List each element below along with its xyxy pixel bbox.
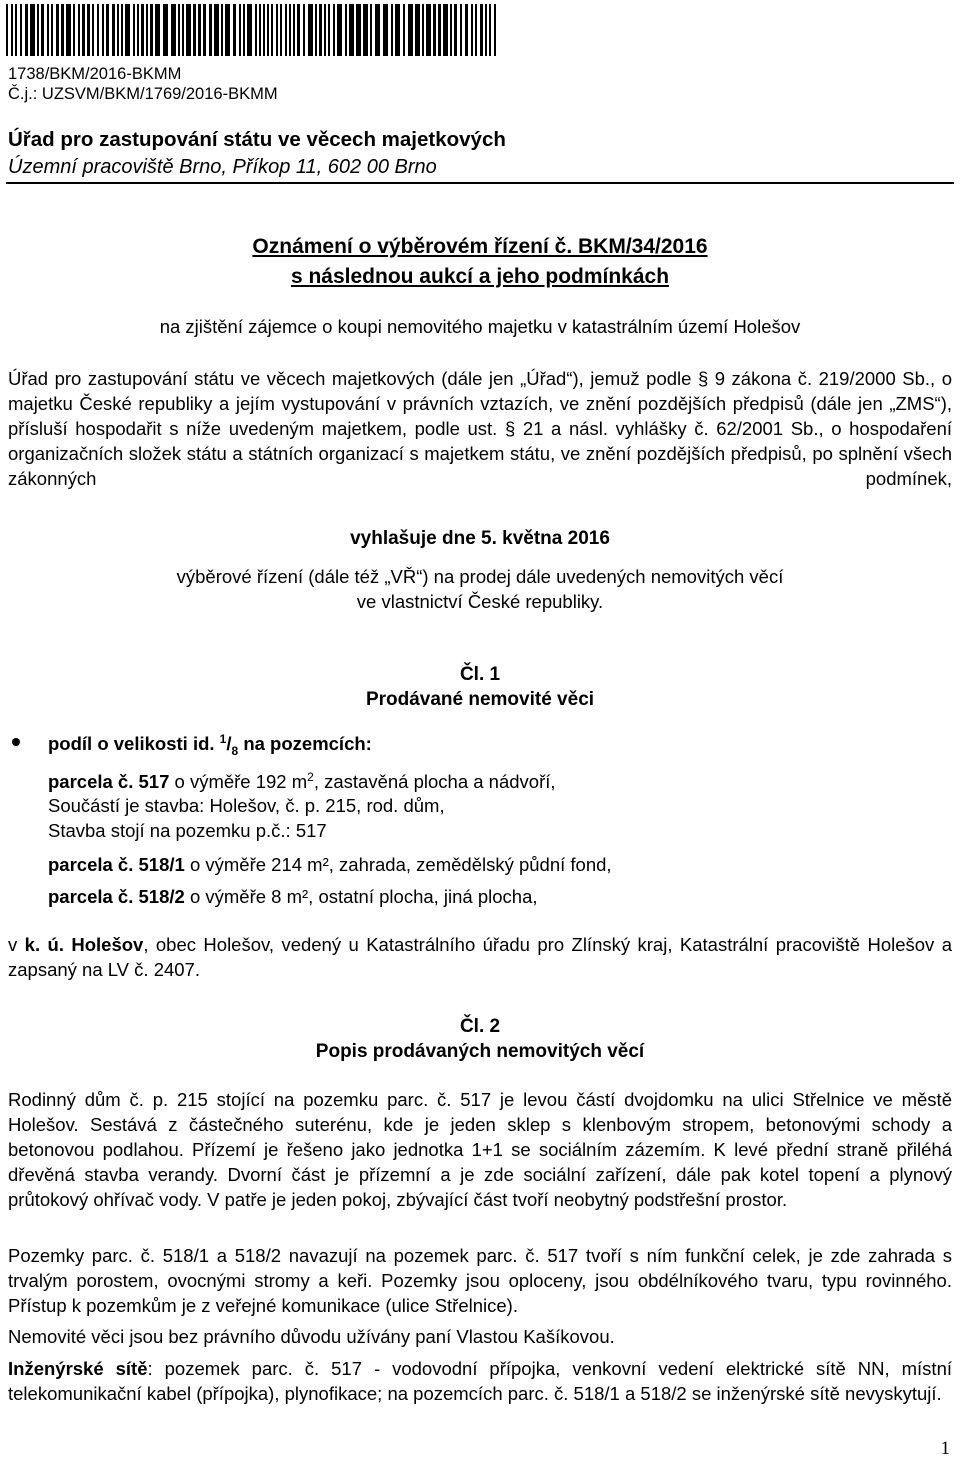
utilities-paragraph: Inženýrské sítě: pozemek parc. č. 517 - vodovodní přípojka, venkovní vedení elektrické sítě NN, místní telekomunikační kabel (přípojka), plynofikace; na pozemcích parc. č. 518/1 a 518/2 se inženýrské sítě nevyskytují. [8, 1358, 952, 1404]
reference-number: 1738/BKM/2016-BKMM [8, 65, 182, 83]
parcel-518-1: parcela č. 518/1 o výměře 214 m², zahrada, zemědělský půdní fond, [48, 854, 612, 875]
office-address: Územní pracoviště Brno, Příkop 11, 602 00 Brno [8, 156, 437, 178]
description-paragraph-2: Pozemky parc. č. 518/1 a 518/2 navazují na pozemek parc. č. 517 tvoří s ním funkční celek, je zde zahrada s trvalým porostem, ovocnými stromy a keři. Pozemky jsou oploceny, jsou obdélníkového tvaru, typu rovinného. Přístup k pozemkům je z veřejné komunikace (ulice Střelnice). [8, 1245, 952, 1316]
parcel-517-location: Stavba stojí na pozemku p.č.: 517 [48, 820, 327, 841]
parcel-517-building: Součástí je stavba: Holešov, č. p. 215, rod. dům, [48, 795, 445, 816]
intro-paragraph [8, 366, 952, 491]
description-paragraph-3: Nemovité věci jsou bez právního důvodu užívány paní Vlastou Kašíkovou. [8, 1326, 615, 1347]
tender-line-2: ve vlastnictví České republiky. [356, 591, 604, 612]
intro-part-3: , o hospodaření organizačních složek státu a státních organizací s majetkem státu, ve znění pozdějších předpisů, po splnění všech zákonných podmínek, [8, 418, 952, 489]
parcel-517: parcela č. 517 o výměře 192 $m^2$, zastavěná plocha a nádvoří, [48, 770, 556, 793]
intro-part-1: Úřad pro zastupování státu ve věcech majetkových (dále jen „Úřad“), jemuž podle § 9 zákona č. 219/2000 Sb. [8, 368, 931, 389]
cadastre-paragraph: v k. ú. Holešov, obec Holešov, vedený u Katastrálního úřadu pro Zlínský kraj, Katastrální pracoviště Holešov a zapsaný na LV č. 2407. [8, 934, 953, 980]
description-paragraph-1: Rodinný dům č. p. 215 stojící na pozemku parc. č. 517 je levou částí dvojdomku na ulici Střelnice ve městě Holešov. Sestává z částečného suterénu, kde je jeden sklep s klenbovým stropem, betonovými schody a betonovou podlahou. Přízemí je řešeno jako jednotka 1+1 se sociálním zázemím. K levé přední straně přiléhá dřevěná stavba verandy. Dvorní část je přízemní a je zde sociální zařízení, dále pak kotel topení a plynový průtokový ohřívač vody. V patře je jeden pokoj, zbývající část tvoří neobytný podstřešní prostor. [8, 1089, 952, 1210]
intro-part-2: , o majetku České republiky a jejím vystupování v právních vztazích, ve znění pozdějších předpisů (dále jen „ZMS“), přísluší hospodařit s níže uvedeným majetkem, podle ust. § 21 a násl. vyhlášky č. 62/2001 Sb. [8, 368, 952, 439]
parcel-518-2: parcela č. 518/2 o výměře 8 m², ostatní plocha, jiná plocha, [48, 886, 538, 907]
share-heading: podíl o velikosti id. $^1/_8$ na pozemcích: [48, 732, 372, 758]
announcement-title: Oznámení o výběrovém řízení č. BKM/34/2016 [252, 235, 708, 258]
announcement-subtitle: s následnou aukcí a jeho podmínkách [290, 265, 670, 288]
tender-line-1: výběrové řízení (dále též „VŘ“) na prodej dále uvedených nemovitých věcí [176, 566, 784, 587]
barcode [6, 4, 496, 56]
declaration-date: vyhlašuje dne 5. května 2016 [350, 528, 610, 549]
announcement-purpose: na zjištění zájemce o koupi nemovitého majetku v katastrálním území Holešov [159, 316, 801, 337]
article-2-number: Čl. 2 [459, 1016, 501, 1037]
page-number: 1 [940, 1438, 950, 1459]
article-1-number: Čl. 1 [459, 664, 501, 685]
office-name: Úřad pro zastupování státu ve věcech majetkových [8, 128, 506, 151]
article-2-title: Popis prodávaných nemovitých věcí [315, 1041, 645, 1062]
file-number: Č.j.: UZSVM/BKM/1769/2016-BKMM [8, 85, 278, 103]
header-divider [6, 182, 954, 184]
bullet-icon [12, 738, 20, 746]
article-1-title: Prodávané nemovité věci [365, 689, 595, 710]
